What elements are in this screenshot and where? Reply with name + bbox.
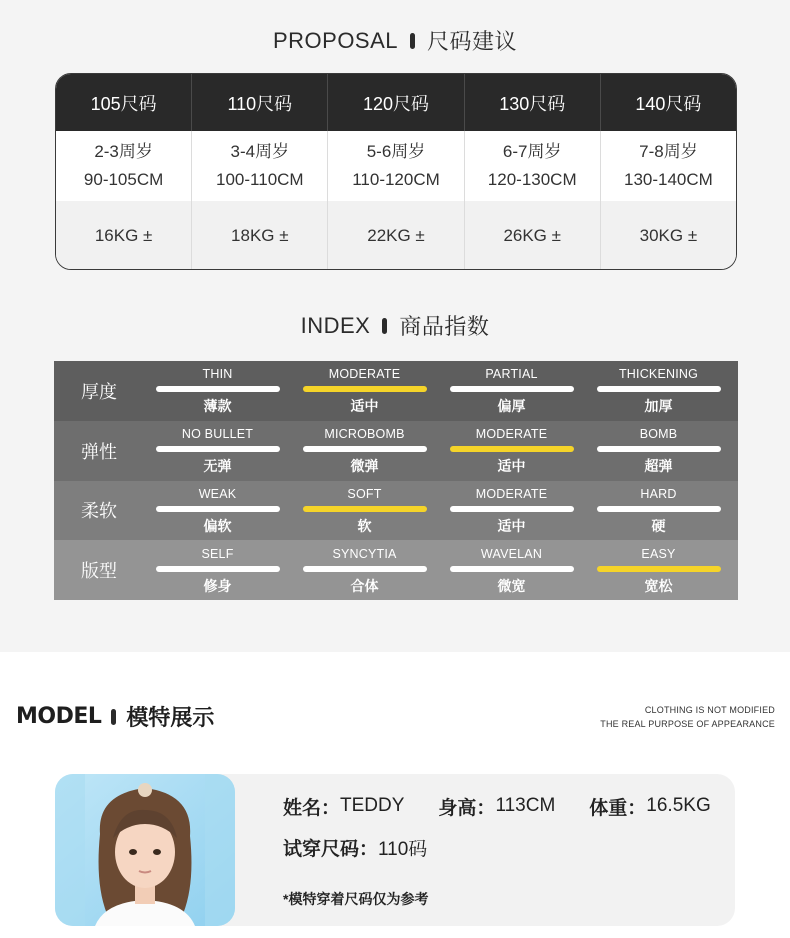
index-option-zh: 硬	[651, 517, 666, 534]
age-range: 6-7周岁	[502, 142, 562, 161]
height-range: 130-140CM	[624, 170, 713, 189]
index-option-zh: 偏厚	[497, 398, 526, 415]
index-option-en: MODERATE	[475, 427, 548, 442]
title-divider	[382, 318, 387, 334]
height-range: 100-110CM	[216, 170, 304, 189]
age-range: 2-3周岁	[94, 142, 153, 161]
index-option-zh: 合体	[350, 577, 379, 594]
index-option-en: SYNCYTIA	[332, 546, 397, 561]
index-option	[585, 481, 732, 541]
size-table	[55, 73, 737, 270]
index-option-zh: 无弹	[203, 458, 232, 475]
model-title-zh: 模特展示	[126, 705, 215, 730]
weight-cell: 16KG ±	[56, 201, 192, 270]
index-option-zh: 适中	[497, 517, 526, 534]
index-indicator-selected	[303, 386, 427, 392]
index-table	[54, 361, 738, 600]
index-option-en: MICROBOMB	[324, 427, 405, 442]
index-option	[585, 540, 732, 600]
index-option-en: HARD	[640, 486, 677, 501]
proposal-title-en: PROPOSAL	[272, 27, 399, 53]
index-option-zh: 偏软	[203, 517, 232, 534]
size-age-height-cell	[465, 131, 601, 201]
model-photo	[55, 774, 235, 926]
height-range: 90-105CM	[83, 170, 164, 189]
index-option	[144, 481, 291, 541]
index-option-en: NO BULLET	[181, 427, 254, 442]
size-age-height-cell	[192, 131, 328, 201]
index-option	[438, 361, 585, 421]
model-title	[16, 701, 214, 732]
index-option	[144, 540, 291, 600]
index-option	[438, 481, 585, 541]
index-indicator-selected	[303, 506, 427, 512]
index-indicator	[156, 446, 280, 452]
index-option-zh: 宽松	[644, 577, 673, 594]
title-divider	[111, 709, 116, 725]
note-line: CLOTHING IS NOT MODIFIED	[644, 705, 775, 715]
size-header-cell: 110尺码	[192, 74, 328, 131]
index-option	[291, 361, 438, 421]
index-option-zh: 加厚	[644, 398, 673, 415]
index-indicator	[597, 446, 721, 452]
model-footnote: *模特穿着尺码仅为参考	[283, 891, 429, 907]
index-row-label: 弹性	[81, 441, 117, 462]
size-header-cell: 130尺码	[465, 74, 601, 131]
index-option-zh: 超弹	[644, 458, 673, 475]
index-option-en: SOFT	[347, 486, 382, 501]
age-range: 3-4周岁	[230, 142, 290, 161]
index-option-en: SELF	[201, 546, 234, 561]
index-option-en: MODERATE	[328, 367, 401, 382]
weight-value: 16.5KG	[646, 795, 711, 816]
index-indicator	[597, 506, 721, 512]
index-row	[54, 481, 738, 541]
index-option-en: PARTIAL	[485, 367, 538, 382]
age-range: 5-6周岁	[366, 142, 426, 161]
index-option-zh: 软	[357, 517, 372, 534]
index-option	[438, 540, 585, 600]
index-option	[144, 361, 291, 421]
size-table-header	[56, 74, 736, 131]
weight-cell: 30KG ±	[639, 226, 698, 245]
size-header-cell: 120尺码	[328, 74, 464, 131]
index-option-en: THICKENING	[618, 367, 699, 382]
weight-cell: 18KG ±	[192, 201, 328, 270]
index-row	[54, 421, 738, 481]
index-indicator-selected	[450, 446, 574, 452]
index-row-label: 版型	[81, 561, 117, 582]
size-header-cell: 140尺码	[635, 93, 702, 114]
title-divider	[410, 33, 415, 49]
size-age-height-cell	[601, 131, 736, 201]
proposal-title	[0, 25, 790, 56]
index-indicator	[156, 386, 280, 392]
size-age-height-cell	[328, 131, 464, 201]
height-label: 身高：	[438, 797, 496, 819]
name-label: 姓名：	[283, 797, 341, 819]
proposal-title-zh: 尺码建议	[427, 29, 518, 54]
height-value: 113CM	[495, 795, 556, 816]
index-option	[144, 421, 291, 481]
height-range: 120-130CM	[487, 170, 577, 189]
index-option-zh: 修身	[203, 577, 232, 594]
index-indicator	[156, 506, 280, 512]
trial-size-value: 110码	[378, 838, 428, 860]
index-option	[585, 421, 732, 481]
weight-label: 体重：	[589, 797, 647, 819]
index-option	[438, 421, 585, 481]
model-photo-illustration	[55, 774, 235, 926]
index-option	[291, 540, 438, 600]
index-option-en: EASY	[641, 546, 676, 561]
index-option-zh: 适中	[497, 458, 526, 475]
size-header-cell: 105尺码	[56, 74, 192, 131]
model-size-line	[283, 833, 711, 861]
index-indicator	[303, 566, 427, 572]
index-indicator	[450, 386, 574, 392]
index-indicator	[303, 446, 427, 452]
index-option-zh: 适中	[350, 398, 379, 415]
size-age-height-cell	[56, 131, 192, 201]
size-age-height-row	[56, 131, 736, 201]
model-stats-line	[283, 792, 711, 820]
index-row	[54, 540, 738, 600]
index-option-en: WEAK	[198, 486, 237, 501]
index-indicator-selected	[597, 566, 721, 572]
index-row	[54, 361, 738, 421]
trial-size-label: 试穿尺码：	[283, 838, 379, 860]
index-option	[291, 481, 438, 541]
clothing-note	[600, 703, 775, 731]
index-title-zh: 商品指数	[399, 314, 490, 339]
index-option-zh: 微弹	[350, 458, 379, 475]
index-option-en: WAVELAN	[480, 546, 543, 561]
index-indicator	[450, 506, 574, 512]
model-info	[283, 792, 711, 861]
index-option-zh: 薄款	[203, 398, 232, 415]
index-option	[585, 361, 732, 421]
index-option-en: BOMB	[639, 427, 678, 442]
index-option-en: THIN	[202, 367, 233, 382]
height-range: 110-120CM	[352, 170, 440, 189]
weight-cell: 26KG ±	[465, 201, 601, 270]
index-option-zh: 微宽	[497, 577, 526, 594]
index-title-en: INDEX	[300, 312, 371, 338]
index-title	[0, 310, 790, 341]
index-indicator	[450, 566, 574, 572]
index-row-label: 柔软	[81, 501, 117, 522]
index-option-en: MODERATE	[475, 486, 548, 501]
size-weight-row	[56, 201, 736, 270]
index-option	[291, 421, 438, 481]
age-range: 7-8周岁	[639, 142, 698, 161]
model-title-en: MODEL	[16, 704, 102, 729]
index-indicator	[156, 566, 280, 572]
note-line: THE REAL PURPOSE OF APPEARANCE	[600, 719, 775, 729]
index-indicator	[597, 386, 721, 392]
name-value: TEDDY	[340, 795, 405, 816]
index-row-label: 厚度	[81, 381, 117, 402]
weight-cell: 22KG ±	[328, 201, 464, 270]
